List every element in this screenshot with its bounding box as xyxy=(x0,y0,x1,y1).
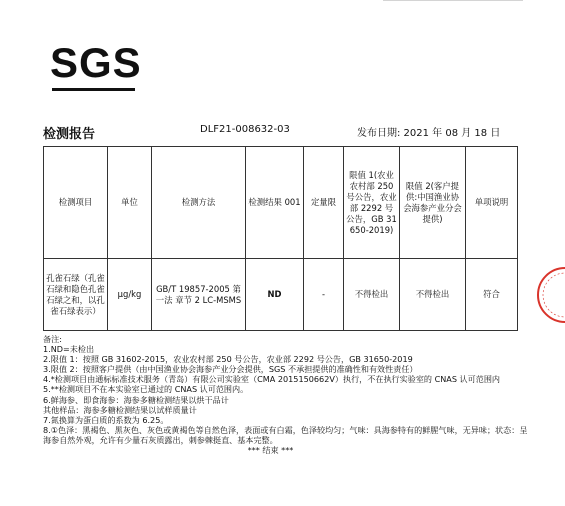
cell-test-item: 孔雀石绿（孔雀石绿和隐色孔雀石绿之和，以孔雀石绿表示） xyxy=(44,259,108,331)
cell-loq: - xyxy=(304,259,344,331)
sgs-logo: SGS xyxy=(50,39,142,86)
top-border-line xyxy=(383,0,523,5)
note-7: 7.氮换算为蛋白质的系数为 6.25。 xyxy=(43,414,169,425)
notes-heading: 备注: xyxy=(43,334,62,344)
header-unit: 单位 xyxy=(108,147,152,259)
table-row xyxy=(44,259,518,331)
cell-remark: 符合 xyxy=(466,259,518,331)
cell-limit-2: 不得检出 xyxy=(400,259,466,331)
issue-date: 发布日期: 2021 年 08 月 18 日 xyxy=(357,128,501,139)
note-3: 3.限值 2：按照客户提供（由中国渔业协会海参产业分会提供，SGS 不承担提供的准确性和有效性责任） xyxy=(43,364,418,375)
note-4: 4.*检测项目由通标标准技术服务（青岛）有限公司实验室（CMA 2015150662V）执行，不在执行实验室的 CNAS 认可范围内 xyxy=(43,374,501,385)
cell-limit-1: 不得检出 xyxy=(344,259,400,331)
table-header-row xyxy=(44,147,518,259)
cell-unit: μg/kg xyxy=(108,259,152,331)
results-table xyxy=(43,146,518,331)
cell-method: GB/T 19857-2005 第一法 章节 2 LC-MSMS xyxy=(152,259,246,331)
header-method: 检测方法 xyxy=(152,147,246,259)
notes-section xyxy=(43,334,528,455)
logo-underline xyxy=(52,88,135,91)
company-seal-stamp xyxy=(535,265,565,325)
note-6b: 其他样品：海参多糖检测结果以试样质量计 xyxy=(43,404,197,415)
end-marker: *** 结束 *** xyxy=(247,445,294,456)
note-2: 2.限值 1：按照 GB 31602-2015，农业农村部 250 号公告，农业部 2292 号公告，GB 31650-2019 xyxy=(43,354,413,365)
header-loq: 定量限 xyxy=(304,147,344,259)
report-title: 检测报告 xyxy=(43,127,96,142)
header-limit-1: 限值 1(农业农村部 250 号公告，农业部 2292 号公告，GB 31650-2019) xyxy=(344,147,400,259)
note-8: 8.①色泽：黑褐色、黑灰色、灰色或黄褐色等自然色泽，表面或有白霜，色泽较均匀；气味：具海参特有的鲜腥气味，无异味；状态：呈海参自然外观，允许有少量石灰质露出，刺参棘挺直、基本完整。 xyxy=(43,424,528,445)
note-5: 5.**检测项目不在本实验室已通过的 CNAS 认可范围内。 xyxy=(43,384,249,395)
report-number: DLF21-008632-03 xyxy=(200,124,290,135)
header-limit-2: 限值 2(客户提供:中国渔业协会海参产业分会提供) xyxy=(400,147,466,259)
header-test-item: 检测项目 xyxy=(44,147,108,259)
note-6: 6.鲜海参、即食海参：海参多糖检测结果以烘干品计 xyxy=(43,394,229,405)
note-1: 1.ND=未检出 xyxy=(43,344,95,355)
header-result: 检测结果 001 xyxy=(246,147,304,259)
cell-result: ND xyxy=(246,259,304,331)
header-remark: 单项说明 xyxy=(466,147,518,259)
